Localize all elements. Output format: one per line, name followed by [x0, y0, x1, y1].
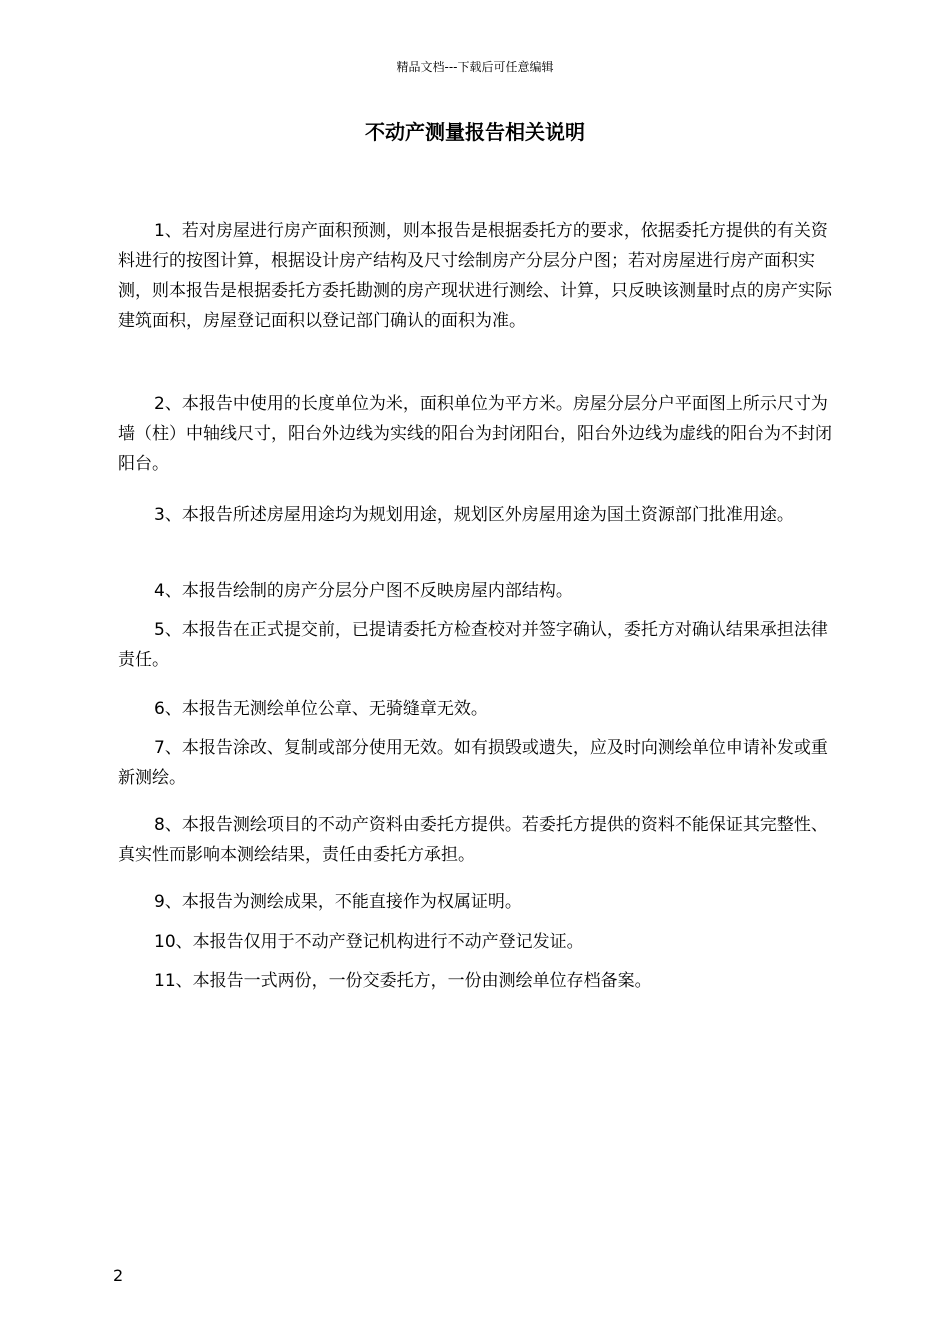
- document-title: 不动产测量报告相关说明: [365, 120, 585, 144]
- paragraph-4: 4、本报告绘制的房产分层分户图不反映房屋内部结构。: [154, 581, 573, 601]
- paragraph-7: 7、本报告涂改、复制或部分使用无效。如有损毁或遗失，应及时向测绘单位申请补发或重新测绘。: [118, 738, 828, 788]
- paragraph-11: 11、本报告一式两份，一份交委托方，一份由测绘单位存档备案。: [154, 971, 652, 991]
- paragraph-1: 1、若对房屋进行房产面积预测，则本报告是根据委托方的要求，依据委托方提供的有关资料进行的按图计算，根据设计房产结构及尺寸绘制房产分层分户图；若对房屋进行房产面积实测，则本报告是根据委托方委托勘测的房产现状进行测绘、计算，只反映该测量时点的房产实际建筑面积，房屋登记面积以登记部门确认的面积为准。: [118, 221, 832, 331]
- paragraph-2: 2、本报告中使用的长度单位为米，面积单位为平方米。房屋分层分户平面图上所示尺寸为墙（柱）中轴线尺寸，阳台外边线为实线的阳台为封闭阳台，阳台外边线为虚线的阳台为不封闭阳台。: [118, 394, 832, 474]
- paragraph-5: 5、本报告在正式提交前，已提请委托方检查校对并签字确认，委托方对确认结果承担法律责任。: [118, 620, 828, 670]
- paragraph-6: 6、本报告无测绘单位公章、无骑缝章无效。: [154, 699, 488, 719]
- paragraph-3: 3、本报告所述房屋用途均为规划用途，规划区外房屋用途为国土资源部门批准用途。: [154, 505, 794, 525]
- paragraph-10: 10、本报告仅用于不动产登记机构进行不动产登记发证。: [154, 932, 584, 952]
- paragraph-8: 8、本报告测绘项目的不动产资料由委托方提供。若委托方提供的资料不能保证其完整性、真实性而影响本测绘结果，责任由委托方承担。: [118, 815, 828, 865]
- page-number: 2: [113, 1266, 124, 1285]
- paragraph-9: 9、本报告为测绘成果，不能直接作为权属证明。: [154, 892, 522, 912]
- header-note: 精品文档---下载后可任意编辑: [396, 60, 554, 74]
